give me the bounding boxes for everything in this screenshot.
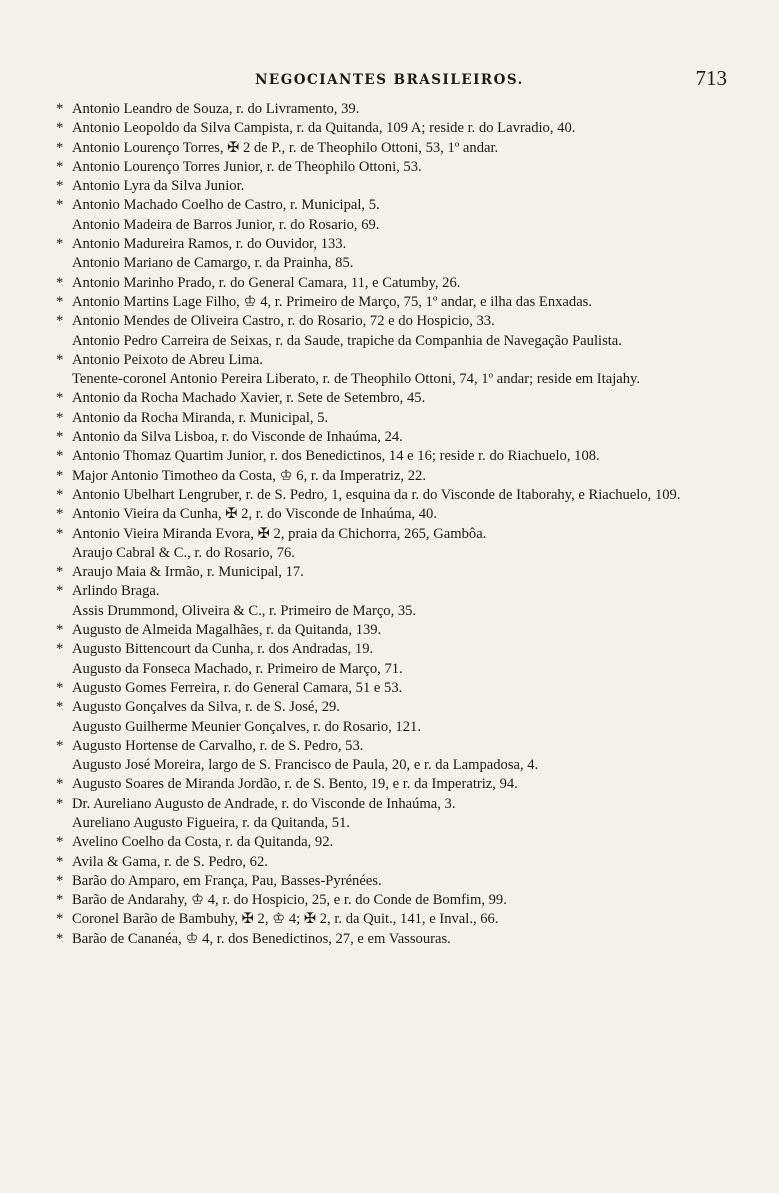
- directory-entry: [56, 891, 729, 910]
- entry-text: Antonio Martins Lage Filho, ♔ 4, r. Primeiro de Março, 75, 1º andar, e ilha das Enxadas.: [72, 293, 592, 310]
- entry-marker: *: [56, 178, 64, 195]
- entry-text: Antonio Madureira Ramos, r. do Ouvidor, 133.: [72, 236, 347, 253]
- directory-entry: [56, 119, 729, 138]
- entry-text: Barão de Cananéa, ♔ 4, r. dos Benedictinos, 27, e em Vassouras.: [72, 930, 451, 947]
- entry-text: Augusto Gomes Ferreira, r. do General Camara, 51 e 53.: [72, 679, 403, 696]
- entry-marker: *: [56, 834, 64, 851]
- entry-text: Antonio Lourenço Torres, ✠ 2 de P., r. de Theophilo Ottoni, 53, 1º andar.: [72, 139, 499, 156]
- directory-entries: [56, 100, 729, 949]
- entry-text: Araujo Cabral & C., r. do Rosario, 76.: [72, 544, 295, 561]
- entry-text: Antonio Machado Coelho de Castro, r. Municipal, 5.: [72, 197, 380, 214]
- entry-text: Antonio Leopoldo da Silva Campista, r. da Quitanda, 109 A; reside r. do Lavradio, 40.: [72, 120, 576, 137]
- entry-text: Assis Drummond, Oliveira & C., r. Primeiro de Março, 35.: [72, 602, 417, 619]
- entry-marker: *: [56, 351, 64, 368]
- entry-text: Augusto Guilherme Meunier Gonçalves, r. do Rosario, 121.: [72, 718, 421, 735]
- directory-entry: [56, 853, 729, 872]
- directory-entry: [56, 389, 729, 408]
- entry-marker: *: [56, 409, 64, 426]
- entry-text: Antonio Mendes de Oliveira Castro, r. do Rosario, 72 e do Hospicio, 33.: [72, 313, 495, 330]
- directory-entry: [56, 544, 729, 563]
- directory-entry: [56, 467, 729, 486]
- entry-marker: *: [56, 158, 64, 175]
- directory-entry: [56, 139, 729, 158]
- entry-marker: *: [56, 236, 64, 253]
- entry-text: Antonio Madeira de Barros Junior, r. do Rosario, 69.: [72, 216, 380, 233]
- directory-entry: [56, 814, 729, 833]
- entry-marker: *: [56, 641, 64, 658]
- entry-text: Antonio Thomaz Quartim Junior, r. dos Benedictinos, 14 e 16; reside r. do Riachuelo, 108.: [72, 448, 600, 465]
- entry-text: Antonio Vieira da Cunha, ✠ 2, r. do Visconde de Inhaúma, 40.: [72, 506, 437, 523]
- entry-text: Dr. Aureliano Augusto de Andrade, r. do Visconde de Inhaúma, 3.: [72, 795, 456, 812]
- entry-text: Major Antonio Timotheo da Costa, ♔ 6, r. da Imperatriz, 22.: [72, 467, 426, 484]
- entry-marker: *: [56, 139, 64, 156]
- entry-marker: *: [56, 101, 64, 117]
- entry-text: Avelino Coelho da Costa, r. da Quitanda, 92.: [72, 834, 334, 851]
- directory-entry: [56, 158, 729, 177]
- entry-text: Antonio Ubelhart Lengruber, r. de S. Pedro, 1, esquina da r. do Visconde de Itaborahy, e Riachuelo, 109.: [72, 486, 681, 503]
- entry-marker: *: [56, 197, 64, 214]
- directory-entry: [56, 177, 729, 196]
- directory-entry: [56, 370, 729, 389]
- directory-entry: [56, 428, 729, 447]
- entry-marker: *: [56, 120, 64, 137]
- directory-entry: [56, 621, 729, 640]
- entry-marker: *: [56, 776, 64, 793]
- page-header: [56, 66, 727, 94]
- directory-entry: [56, 100, 729, 119]
- directory-entry: [56, 640, 729, 659]
- entry-marker: *: [56, 390, 64, 407]
- entry-text: Augusto Gonçalves da Silva, r. de S. José, 29.: [72, 699, 340, 716]
- entry-text: Antonio Marinho Prado, r. do General Camara, 11, e Catumby, 26.: [72, 274, 461, 291]
- entry-text: Araujo Maia & Irmão, r. Municipal, 17.: [72, 564, 304, 581]
- page-number: 713: [695, 66, 727, 90]
- entry-marker: *: [56, 448, 64, 465]
- entry-marker: *: [56, 930, 64, 947]
- directory-entry: [56, 332, 729, 351]
- directory-entry: [56, 660, 729, 679]
- entry-text: Antonio Lourenço Torres Junior, r. de Theophilo Ottoni, 53.: [72, 158, 422, 175]
- directory-entry: [56, 910, 729, 929]
- entry-text: Barão de Andarahy, ♔ 4, r. do Hospicio, 25, e r. do Conde de Bomfim, 99.: [72, 892, 507, 909]
- entry-text: Antonio da Silva Lisboa, r. do Visconde de Inhaúma, 24.: [72, 429, 403, 446]
- entry-text: Coronel Barão de Bambuhy, ✠ 2, ♔ 4; ✠ 2, r. da Quit., 141, e Inval., 66.: [72, 911, 499, 928]
- directory-entry: [56, 196, 729, 215]
- directory-entry: [56, 930, 729, 949]
- directory-entry: [56, 602, 729, 621]
- entry-marker: *: [56, 274, 64, 291]
- directory-entry: [56, 505, 729, 524]
- entry-text: Antonio Lyra da Silva Junior.: [72, 178, 245, 195]
- entry-marker: *: [56, 892, 64, 909]
- entry-marker: *: [56, 795, 64, 812]
- entry-marker: *: [56, 911, 64, 928]
- directory-entry: [56, 679, 729, 698]
- directory-entry: [56, 698, 729, 717]
- directory-entry: [56, 775, 729, 794]
- entry-marker: *: [56, 737, 64, 754]
- directory-entry: [56, 563, 729, 582]
- directory-entry: [56, 486, 729, 505]
- directory-entry: [56, 274, 729, 293]
- entry-text: Avila & Gama, r. de S. Pedro, 62.: [72, 853, 268, 870]
- entry-text: Antonio Mariano de Camargo, r. da Prainha, 85.: [72, 255, 354, 272]
- entry-text: Antonio Pedro Carreira de Seixas, r. da Saude, trapiche da Companhia de Navegação Paulista.: [72, 332, 622, 349]
- entry-marker: *: [56, 506, 64, 523]
- directory-entry: [56, 312, 729, 331]
- entry-marker: *: [56, 872, 64, 889]
- entry-text: Antonio Peixoto de Abreu Lima.: [72, 351, 263, 368]
- entry-text: Antonio Vieira Miranda Evora, ✠ 2, praia da Chichorra, 265, Gambôa.: [72, 525, 487, 542]
- entry-marker: *: [56, 699, 64, 716]
- entry-text: Augusto da Fonseca Machado, r. Primeiro de Março, 71.: [72, 660, 403, 677]
- directory-entry: [56, 737, 729, 756]
- entry-text: Augusto José Moreira, largo de S. Francisco de Paula, 20, e r. da Lampadosa, 4.: [72, 757, 539, 774]
- entry-text: Antonio Leandro de Souza, r. do Livramento, 39.: [72, 101, 360, 117]
- entry-marker: *: [56, 467, 64, 484]
- entry-text: Barão do Amparo, em França, Pau, Basses-Pyrénées.: [72, 872, 382, 889]
- entry-text: Antonio da Rocha Miranda, r. Municipal, 5.: [72, 409, 329, 426]
- entry-text: Augusto Soares de Miranda Jordão, r. de S. Bento, 19, e r. da Imperatriz, 94.: [72, 776, 518, 793]
- entry-marker: *: [56, 293, 64, 310]
- directory-entry: [56, 235, 729, 254]
- entry-text: Augusto de Almeida Magalhães, r. da Quitanda, 139.: [72, 622, 382, 639]
- entry-text: Antonio da Rocha Machado Xavier, r. Sete de Setembro, 45.: [72, 390, 426, 407]
- running-head: NEGOCIANTES BRASILEIROS.: [255, 72, 524, 88]
- entry-marker: *: [56, 622, 64, 639]
- entry-text: Aureliano Augusto Figueira, r. da Quitanda, 51.: [72, 814, 351, 831]
- entry-marker: *: [56, 486, 64, 503]
- entry-marker: *: [56, 525, 64, 542]
- entry-marker: *: [56, 429, 64, 446]
- directory-entry: [56, 525, 729, 544]
- directory-entry: [56, 293, 729, 312]
- entry-text: Arlindo Braga.: [72, 583, 160, 600]
- directory-entry: [56, 756, 729, 775]
- entry-marker: *: [56, 564, 64, 581]
- directory-entry: [56, 795, 729, 814]
- directory-entry: [56, 254, 729, 273]
- entry-text: Tenente-coronel Antonio Pereira Liberato, r. de Theophilo Ottoni, 74, 1º andar; reside em Itajahy.: [72, 371, 641, 388]
- directory-entry: [56, 216, 729, 235]
- directory-entry: [56, 351, 729, 370]
- directory-entry: [56, 582, 729, 601]
- directory-entry: [56, 872, 729, 891]
- entry-marker: *: [56, 679, 64, 696]
- directory-entry: [56, 718, 729, 737]
- entry-text: Augusto Bittencourt da Cunha, r. dos Andradas, 19.: [72, 641, 374, 658]
- entry-marker: *: [56, 583, 64, 600]
- entry-text: Augusto Hortense de Carvalho, r. de S. Pedro, 53.: [72, 737, 364, 754]
- directory-entry: [56, 409, 729, 428]
- entry-marker: *: [56, 853, 64, 870]
- entry-marker: *: [56, 313, 64, 330]
- directory-entry: [56, 833, 729, 852]
- directory-entry: [56, 447, 729, 466]
